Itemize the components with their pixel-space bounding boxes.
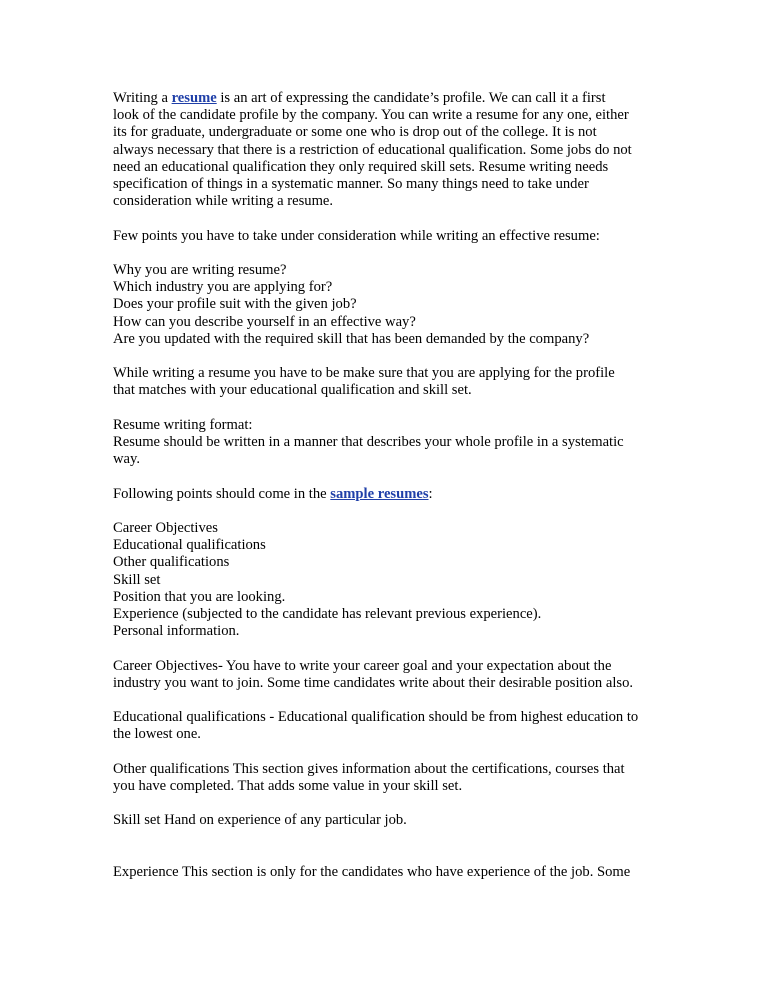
intro-text-end: is an art of expressing the candidate’s profile. We can call it a first [216, 90, 606, 106]
educational-line: Educational qualifications - Educational qualification should be from highest education to [113, 709, 639, 726]
point-item: Experience (subjected to the candidate has relevant previous experience). [113, 606, 542, 622]
intro-line: specification of things in a systematic manner. So many things need to take under [113, 176, 589, 193]
educational-line: the lowest one. [113, 726, 201, 743]
question-item: Are you updated with the required skill that has been demanded by the company? [113, 330, 590, 347]
few-points-paragraph [113, 228, 673, 245]
point-item: Other qualifications [113, 554, 230, 571]
following-line [113, 486, 673, 503]
spacer [113, 847, 673, 864]
point-item: Position that you are looking. [113, 588, 286, 605]
sample-resumes-link[interactable]: sample resumes [330, 485, 429, 502]
career-objectives-line: industry you want to join. Some time candidates write about their desirable position also. [113, 674, 634, 691]
points-list [113, 520, 673, 640]
intro-line: look of the candidate profile by the company. You can write a resume for any one, either [113, 107, 629, 124]
question-item: Does your profile suit with the given job? [113, 296, 357, 313]
point-item: Personal information. [113, 623, 240, 640]
while-writing-line: that matches with your educational qualification and skill set. [113, 382, 472, 399]
intro-line: consideration while writing a resume. [113, 193, 334, 210]
format-paragraph [113, 417, 673, 469]
career-objectives-paragraph [113, 658, 673, 692]
skill-set-text: Skill set Hand on experience of any particular job. [113, 812, 407, 829]
intro-line: need an educational qualification they only required skill sets. Resume writing needs [113, 158, 609, 175]
career-objectives-line: Career Objectives- You have to write your career goal and your expectation about the [113, 657, 612, 674]
point-item: Educational qualifications [113, 537, 266, 554]
following-paragraph [113, 486, 673, 503]
few-points-text: Few points you have to take under consideration while writing an effective resume: [113, 227, 600, 244]
format-heading: Resume writing format: [113, 416, 253, 433]
experience-text: Experience This section is only for the candidates who have experience of the job. Some [113, 863, 631, 880]
question-item: Why you are writing resume? [113, 262, 287, 278]
format-line: Resume should be written in a manner that describes your whole profile in a systematic [113, 434, 624, 450]
question-item: How can you describe yourself in an effective way? [113, 313, 416, 330]
following-text-start: Following points should come in the [113, 485, 331, 502]
resume-link[interactable]: resume [171, 90, 217, 106]
questions-list [113, 262, 673, 348]
following-text-end: : [428, 485, 433, 502]
educational-paragraph [113, 709, 673, 743]
while-writing-line: While writing a resume you have to be make sure that you are applying for the profile [113, 365, 615, 382]
skill-set-paragraph [113, 812, 673, 829]
other-qualifications-paragraph [113, 761, 673, 795]
other-qualifications-line: you have completed. That adds some value in your skill set. [113, 777, 463, 794]
question-item: Which industry you are applying for? [113, 279, 333, 296]
intro-first-line [113, 90, 673, 107]
intro-text-start: Writing a [113, 90, 172, 106]
format-line: way. [113, 451, 141, 468]
experience-paragraph [113, 864, 673, 881]
while-writing-paragraph [113, 365, 673, 399]
intro-line: its for graduate, undergraduate or some one who is drop out of the college. It is not [113, 124, 597, 141]
document-body [113, 90, 673, 898]
intro-line: always necessary that there is a restriction of educational qualification. Some jobs do not [113, 141, 632, 158]
point-item: Skill set [113, 571, 161, 588]
intro-paragraph [113, 90, 673, 210]
point-item: Career Objectives [113, 519, 218, 536]
other-qualifications-line: Other qualifications This section gives information about the certifications, courses that [113, 760, 625, 777]
